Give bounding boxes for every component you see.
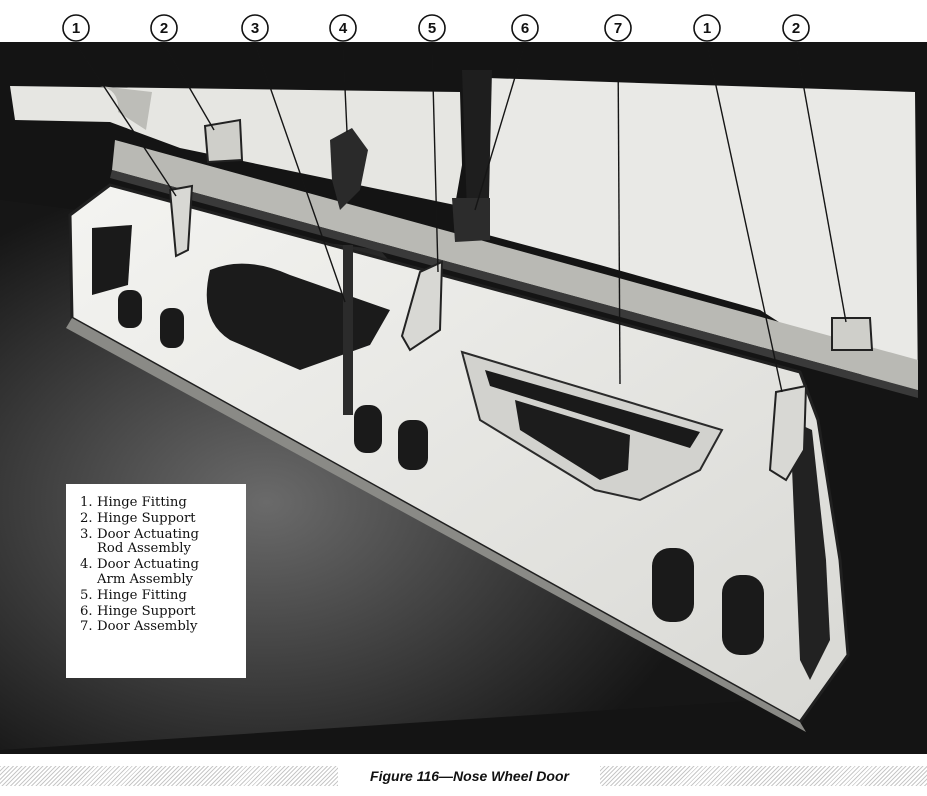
callout-7	[605, 15, 631, 41]
callout-2b	[783, 15, 809, 41]
parts-legend	[66, 484, 246, 678]
cutout-left-small-2	[160, 308, 184, 348]
svg-text:5: 5	[427, 20, 437, 37]
svg-text:7: 7	[613, 20, 623, 37]
legend-item-number: 7.	[80, 619, 93, 635]
caption-hatch-right	[600, 766, 927, 786]
svg-text:2: 2	[791, 20, 801, 37]
callout-2a	[151, 15, 177, 41]
legend-item-text: Door Assembly	[97, 619, 198, 635]
legend-item-number: 6.	[80, 603, 93, 619]
callout-1b	[694, 15, 720, 41]
legend-item-text: Hinge Support	[97, 510, 196, 526]
cutout-right-small-2	[722, 575, 764, 655]
cutout-left-top	[92, 225, 132, 295]
cutout-right-small-1	[652, 548, 694, 622]
legend-item-text: Hinge Fitting	[97, 587, 187, 603]
figure-caption: Figure 116—Nose Wheel Door	[370, 768, 569, 784]
legend-item-number: 2.	[80, 510, 93, 526]
legend-item	[80, 496, 238, 511]
figure-caption-bar	[0, 762, 927, 790]
legend-item-text: Door Actuating Rod Assembly	[97, 526, 199, 557]
legend-item	[80, 620, 238, 635]
legend-list	[80, 496, 238, 635]
callout-3	[242, 15, 268, 41]
callout-5	[419, 15, 445, 41]
door-actuating-rod	[343, 245, 353, 415]
svg-text:1: 1	[71, 20, 81, 37]
cutout-middle-small-2	[398, 420, 428, 470]
legend-item-number: 5.	[80, 587, 93, 603]
legend-item-number: 1.	[80, 495, 93, 510]
legend-item	[80, 605, 238, 620]
callout-1a	[63, 15, 89, 41]
svg-text:3: 3	[250, 20, 260, 37]
hinge-support-center	[452, 198, 490, 242]
legend-item	[80, 558, 238, 588]
hinge-support-left	[205, 120, 242, 162]
svg-text:1: 1	[702, 20, 712, 37]
legend-item	[80, 512, 238, 527]
callout-4	[330, 15, 356, 41]
svg-text:4: 4	[338, 20, 348, 37]
legend-item	[80, 589, 238, 604]
svg-text:6: 6	[520, 20, 530, 37]
cutout-middle-small-1	[354, 405, 382, 453]
legend-item-number: 4.	[80, 557, 93, 573]
legend-item-text: Hinge Fitting	[97, 495, 187, 510]
svg-text:2: 2	[159, 20, 169, 37]
legend-item-number: 3.	[80, 526, 93, 542]
cutout-left-small-1	[118, 290, 142, 328]
legend-item	[80, 528, 238, 558]
caption-hatch-left	[0, 766, 338, 786]
legend-item-text: Door Actuating Arm Assembly	[97, 557, 199, 587]
callout-6	[512, 15, 538, 41]
legend-item-text: Hinge Support	[97, 603, 196, 619]
hinge-support-right	[832, 318, 872, 350]
